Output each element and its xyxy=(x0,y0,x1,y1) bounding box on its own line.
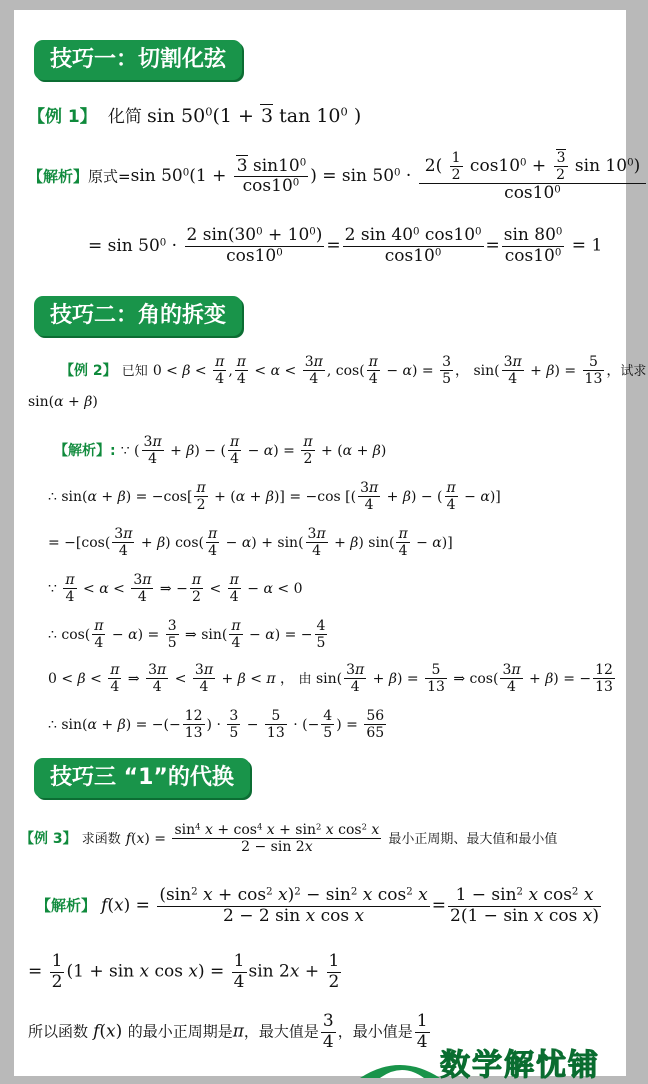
example-2-solution-line-4: ∵ $\frac{\pi}{4}$ < α < $\frac{3\pi}{4}$ ⇒ − $\frac{\pi}{2}$ < $\frac{\pi}{4}$ − α < 0 xyxy=(48,572,303,606)
conclusion-part-a: 所以函数 xyxy=(28,1022,89,1041)
example-2-statement: 【例 2】 已知 0 < β < $\frac{\pi}{4}$ , $\frac{\pi}{4}$ < α < $\frac{3\pi}{4}$ , cos( $\frac{\pi}{4}$ − α) = $\frac{3}{5}$ ， sin( $\frac{3\pi}{4}$ + β) = $\frac{5}{13}$ ，试求 xyxy=(60,354,647,388)
example-3-solution-line-1: 【解析】 f(x) = $\frac{(\sin^2 x + \cos^2 x)^2 - \sin^2 x \cos^2 x}{\text{2 − 2 sin x cos x}}$ = $\frac{1 - \sin^2 x \cos^2 x}{\text{2(1 − sin x cos x)}}$ xyxy=(36,885,599,926)
example-2-label: 【例 2】 xyxy=(60,363,117,380)
example-1-prompt: 化简 xyxy=(107,107,142,127)
document-page xyxy=(14,10,647,1076)
example-3-label: 【例 3】 xyxy=(20,831,77,848)
example-1-solution-line-2: = $\sin 50^0$ · $\frac{2 \sin(30^0 + 10^0)}{\cos 10^0}$ = $\frac{2 \sin 40^0 \cos 10^0}{\cos 10^0}$ = $\frac{\sin 80^0}{\cos 10^0}$ = 1 xyxy=(88,225,603,266)
example-1-expression: $\sin 50^0(1 + 3$ $\tan 10^0$ ) xyxy=(146,104,362,127)
example-2-solution-label: 【解析】: xyxy=(54,443,116,460)
conclusion-part-c: ，最大值是 xyxy=(243,1022,319,1041)
example-3-solution-label: 【解析】 xyxy=(36,896,97,915)
example-1-solution-prefix: 原式= xyxy=(88,167,131,186)
conclusion-part-d: ，最小值是 xyxy=(337,1022,413,1041)
example-2-solution-line-1: 【解析】: ∵ ( $\frac{3\pi}{4}$ + β) − ( $\frac{\pi}{4}$ − α) = $\frac{\pi}{2}$ + (α + β) xyxy=(54,434,387,468)
example-2-ask: 试求 xyxy=(620,364,647,380)
section-banner-3: 技巧三 “1”的代换 xyxy=(34,758,250,798)
example-1-statement xyxy=(28,102,361,127)
section-banner-1: 技巧一：切割化弦 xyxy=(34,40,242,80)
example-2-solution-line-5: ∴ cos( $\frac{\pi}{4}$ − α) = $\frac{3}{5}$ ⇒ sin( $\frac{\pi}{4}$ − α) = − $\frac{4}{5}$ xyxy=(48,618,326,652)
example-3-solution-line-2: = $\frac{1}{2}$ (1 + sin x cos x) = $\frac{1}{4}$ sin 2x + $\frac{1}{2}$ xyxy=(28,951,340,992)
example-1-label: 【例 1】 xyxy=(28,107,97,127)
example-3-statement: 【例 3】 求函数 f(x) = $\frac{\sin^4 x + \cos^4 x + \sin^2 x \cos^2 x}{2 - \sin 2x}$ 最小正周期、最大值和最小值 xyxy=(20,821,558,856)
example-3-conclusion: 所以函数 f(x) 的最小正周期是π，最大值是 $\frac{3}{4}$ ，最小值是 $\frac{1}{4}$ xyxy=(28,1011,428,1052)
watermark-logo-text: 数学解忧铺 xyxy=(440,1048,600,1083)
example-3-prompt: 求函数 xyxy=(81,832,121,848)
example-2-given: 已知 xyxy=(121,364,148,380)
section-banner-2: 技巧二：角的拆变 xyxy=(34,296,242,336)
example-2-solution-line-2: ∴ sin(α + β) = −cos[ $\frac{\pi}{2}$ + (α + β)] = −cos [( $\frac{3\pi}{4}$ + β) − ( $\frac{\pi}{4}$ − α)] xyxy=(48,480,501,514)
example-3-suffix: 最小正周期、最大值和最小值 xyxy=(388,832,558,848)
example-2-solution-line-7: ∴ sin(α + β) = −(− $\frac{12}{13}$ ) · $\frac{3}{5}$ − $\frac{5}{13}$ · (− $\frac{4}{5}$ ) = $\frac{56}{65}$ xyxy=(48,708,385,742)
conclusion-part-b: 的最小正周期是 xyxy=(127,1022,233,1041)
example-2-by: 由 xyxy=(298,672,312,688)
example-1-solution-label: 【解析】 xyxy=(28,167,89,186)
example-1-solution-line-1: 【解析】原式=sin $50^0(1$ + $\frac{3 \sin 10^0}{\cos 10^0}$ ) = $\sin 50^0$ · 2( $\frac{1}{2}$ $\cos 10^0$ + $\frac{3}{2}$ $\sin 10^0$) $\cos 10^0$ xyxy=(28,150,648,204)
example-2-solution-line-6: 0 < β < $\frac{\pi}{4}$ ⇒ $\frac{3\pi}{4}$ < $\frac{3\pi}{4}$ + β < π ， 由 sin( $\frac{3\pi}{4}$ + β) = $\frac{5}{13}$ ⇒ cos( $\frac{3\pi}{4}$ + β) = − $\frac{12}{13}$ xyxy=(48,662,613,696)
example-2-target: sin(α + β) xyxy=(28,394,98,410)
example-2-solution-line-3: = −[cos( $\frac{3\pi}{4}$ + β) cos( $\frac{\pi}{4}$ − α) + sin( $\frac{3\pi}{4}$ + β) sin( $\frac{\pi}{4}$ − α)] xyxy=(48,526,453,560)
